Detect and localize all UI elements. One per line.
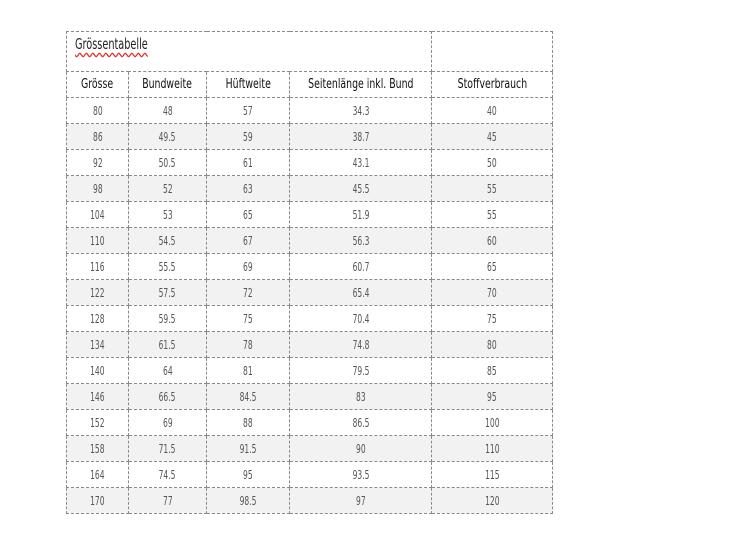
groesse-cell[interactable]: 128 xyxy=(67,306,129,332)
stoffverbrauch-cell[interactable]: 80 xyxy=(432,332,553,358)
seitenlaenge-cell[interactable]: 70.4 xyxy=(290,306,432,332)
seitenlaenge-cell[interactable]: 60.7 xyxy=(290,254,432,280)
table-row xyxy=(67,280,553,306)
table-row xyxy=(67,332,553,358)
stoffverbrauch-cell[interactable]: 110 xyxy=(432,436,553,462)
stoffverbrauch-cell[interactable]: 70 xyxy=(432,280,553,306)
bundweite-cell[interactable]: 69 xyxy=(129,410,207,436)
groesse-cell[interactable]: 146 xyxy=(67,384,129,410)
groesse-cell[interactable]: 122 xyxy=(67,280,129,306)
size-table xyxy=(66,31,553,514)
bundweite-cell[interactable]: 53 xyxy=(129,202,207,228)
bundweite-cell[interactable]: 61.5 xyxy=(129,332,207,358)
bundweite-cell[interactable]: 52 xyxy=(129,176,207,202)
hueftweite-cell[interactable]: 98.5 xyxy=(207,488,290,514)
table-row xyxy=(67,176,553,202)
hueftweite-cell[interactable]: 95 xyxy=(207,462,290,488)
seitenlaenge-cell[interactable]: 83 xyxy=(290,384,432,410)
stoffverbrauch-cell[interactable]: 95 xyxy=(432,384,553,410)
table-row xyxy=(67,202,553,228)
hueftweite-cell[interactable]: 59 xyxy=(207,124,290,150)
hueftweite-cell[interactable]: 72 xyxy=(207,280,290,306)
column-header-hueftweite[interactable]: Hüftweite xyxy=(207,72,290,98)
bundweite-cell[interactable]: 77 xyxy=(129,488,207,514)
stoffverbrauch-cell[interactable]: 100 xyxy=(432,410,553,436)
column-header-stoffverbrauch[interactable]: Stoffverbrauch xyxy=(432,72,553,98)
groesse-cell[interactable]: 152 xyxy=(67,410,129,436)
stoffverbrauch-cell[interactable]: 120 xyxy=(432,488,553,514)
table-row xyxy=(67,228,553,254)
hueftweite-cell[interactable]: 65 xyxy=(207,202,290,228)
hueftweite-cell[interactable]: 91.5 xyxy=(207,436,290,462)
table-row xyxy=(67,384,553,410)
table-row xyxy=(67,410,553,436)
bundweite-cell[interactable]: 59.5 xyxy=(129,306,207,332)
seitenlaenge-cell[interactable]: 97 xyxy=(290,488,432,514)
bundweite-cell[interactable]: 50.5 xyxy=(129,150,207,176)
table-row xyxy=(67,124,553,150)
seitenlaenge-cell[interactable]: 51.9 xyxy=(290,202,432,228)
groesse-cell[interactable]: 110 xyxy=(67,228,129,254)
stoffverbrauch-cell[interactable]: 60 xyxy=(432,228,553,254)
table-row xyxy=(67,358,553,384)
hueftweite-cell[interactable]: 75 xyxy=(207,306,290,332)
stoffverbrauch-cell[interactable]: 65 xyxy=(432,254,553,280)
table-row xyxy=(67,488,553,514)
stoffverbrauch-cell[interactable]: 40 xyxy=(432,98,553,124)
stoffverbrauch-cell[interactable]: 85 xyxy=(432,358,553,384)
table-title: Grössentabelle xyxy=(75,35,148,53)
seitenlaenge-cell[interactable]: 34.3 xyxy=(290,98,432,124)
seitenlaenge-cell[interactable]: 79.5 xyxy=(290,358,432,384)
seitenlaenge-cell[interactable]: 93.5 xyxy=(290,462,432,488)
bundweite-cell[interactable]: 57.5 xyxy=(129,280,207,306)
groesse-cell[interactable]: 80 xyxy=(67,98,129,124)
seitenlaenge-cell[interactable]: 74.8 xyxy=(290,332,432,358)
seitenlaenge-cell[interactable]: 90 xyxy=(290,436,432,462)
stoffverbrauch-cell[interactable]: 115 xyxy=(432,462,553,488)
column-header-bundweite[interactable]: Bundweite xyxy=(129,72,207,98)
bundweite-cell[interactable]: 64 xyxy=(129,358,207,384)
seitenlaenge-cell[interactable]: 38.7 xyxy=(290,124,432,150)
bundweite-cell[interactable]: 66.5 xyxy=(129,384,207,410)
stoffverbrauch-cell[interactable]: 75 xyxy=(432,306,553,332)
header-row xyxy=(67,72,553,98)
column-header-seitenlaenge[interactable]: Seitenlänge inkl. Bund xyxy=(290,72,432,98)
hueftweite-cell[interactable]: 69 xyxy=(207,254,290,280)
column-header-groesse[interactable]: Grösse xyxy=(67,72,129,98)
table-row xyxy=(67,462,553,488)
bundweite-cell[interactable]: 74.5 xyxy=(129,462,207,488)
table-row xyxy=(67,98,553,124)
groesse-cell[interactable]: 140 xyxy=(67,358,129,384)
hueftweite-cell[interactable]: 78 xyxy=(207,332,290,358)
hueftweite-cell[interactable]: 63 xyxy=(207,176,290,202)
stoffverbrauch-cell[interactable]: 45 xyxy=(432,124,553,150)
hueftweite-cell[interactable]: 88 xyxy=(207,410,290,436)
seitenlaenge-cell[interactable]: 56.3 xyxy=(290,228,432,254)
bundweite-cell[interactable]: 48 xyxy=(129,98,207,124)
groesse-cell[interactable]: 158 xyxy=(67,436,129,462)
stoffverbrauch-cell[interactable]: 50 xyxy=(432,150,553,176)
title-row xyxy=(67,32,553,72)
seitenlaenge-cell[interactable]: 65.4 xyxy=(290,280,432,306)
hueftweite-cell[interactable]: 61 xyxy=(207,150,290,176)
groesse-cell[interactable]: 98 xyxy=(67,176,129,202)
groesse-cell[interactable]: 92 xyxy=(67,150,129,176)
table-row xyxy=(67,306,553,332)
bundweite-cell[interactable]: 54.5 xyxy=(129,228,207,254)
groesse-cell[interactable]: 164 xyxy=(67,462,129,488)
groesse-cell[interactable]: 116 xyxy=(67,254,129,280)
hueftweite-cell[interactable]: 67 xyxy=(207,228,290,254)
title-cell[interactable] xyxy=(67,32,432,72)
groesse-cell[interactable]: 170 xyxy=(67,488,129,514)
bundweite-cell[interactable]: 55.5 xyxy=(129,254,207,280)
empty-title-cell[interactable] xyxy=(432,32,553,72)
table-row xyxy=(67,150,553,176)
seitenlaenge-cell[interactable]: 86.5 xyxy=(290,410,432,436)
hueftweite-cell[interactable]: 84.5 xyxy=(207,384,290,410)
groesse-cell[interactable]: 134 xyxy=(67,332,129,358)
seitenlaenge-cell[interactable]: 45.5 xyxy=(290,176,432,202)
bundweite-cell[interactable]: 49.5 xyxy=(129,124,207,150)
seitenlaenge-cell[interactable]: 43.1 xyxy=(290,150,432,176)
groesse-cell[interactable]: 86 xyxy=(67,124,129,150)
hueftweite-cell[interactable]: 81 xyxy=(207,358,290,384)
bundweite-cell[interactable]: 71.5 xyxy=(129,436,207,462)
hueftweite-cell[interactable]: 57 xyxy=(207,98,290,124)
groesse-cell[interactable]: 104 xyxy=(67,202,129,228)
stoffverbrauch-cell[interactable]: 55 xyxy=(432,176,553,202)
table-row xyxy=(67,436,553,462)
stoffverbrauch-cell[interactable]: 55 xyxy=(432,202,553,228)
table-row xyxy=(67,254,553,280)
